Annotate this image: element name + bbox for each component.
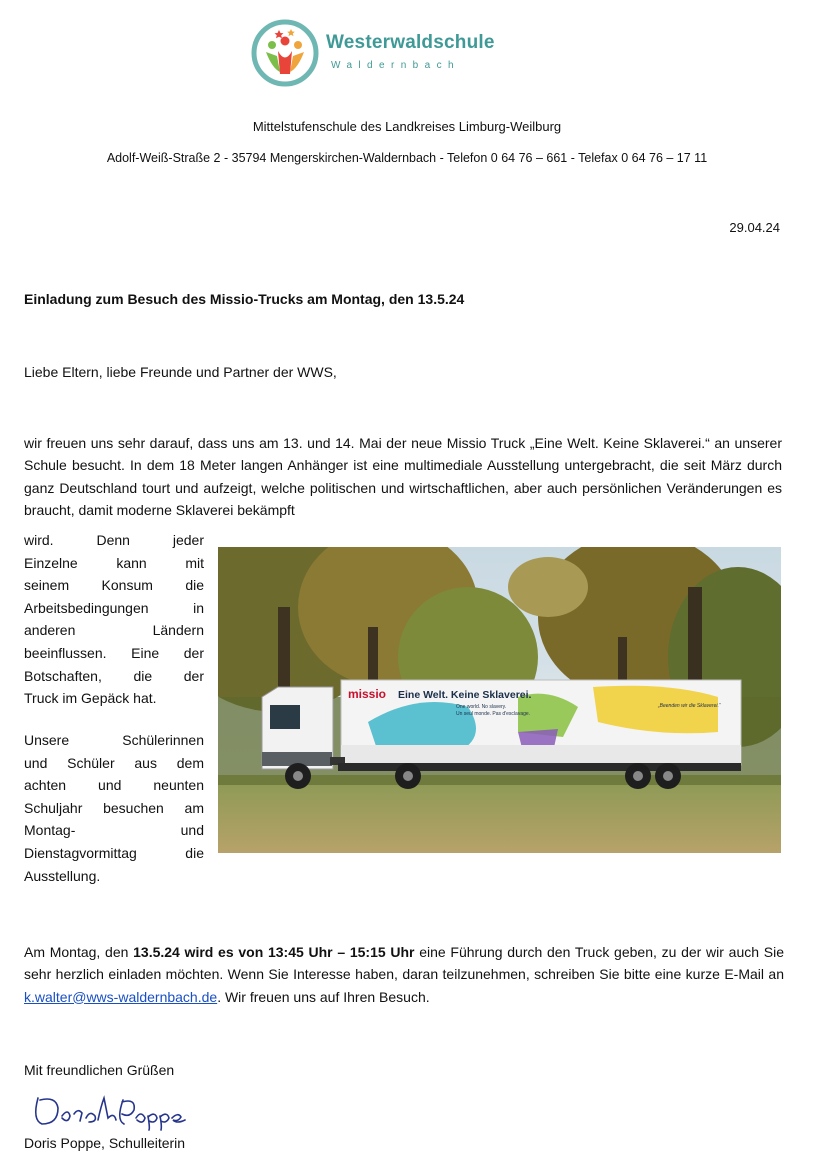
invitation-text-part1: Am Montag, den bbox=[24, 944, 134, 960]
text-line: Botschaften, die der bbox=[24, 667, 204, 684]
text-line: beeinflussen. Eine der bbox=[24, 644, 204, 661]
school-address: Adolf-Weiß-Straße 2 - 35794 Mengerskirchen-Waldernbach - Telefon 0 64 76 – 661 - Telefax 0 64 76 – 17 11 bbox=[106, 151, 708, 165]
text-line: anderen Ländern bbox=[24, 622, 204, 639]
text-line: Truck im Gepäck hat. bbox=[24, 690, 157, 707]
truck-slogan: Eine Welt. Keine Sklaverei. bbox=[398, 689, 532, 701]
truck-brand: missio bbox=[348, 687, 387, 701]
paragraph-consumption bbox=[24, 529, 204, 710]
letter-subject: Einladung zum Besuch des Missio-Trucks am Montag, den 13.5.24 bbox=[24, 291, 465, 307]
text-line: Unsere Schülerinnen bbox=[24, 732, 204, 748]
invitation-date-time: 13.5.24 wird es von 13:45 Uhr – 15:15 Uhr bbox=[133, 944, 415, 960]
text-line: und Schüler aus dem bbox=[24, 754, 204, 771]
text-line: Montag- und bbox=[24, 822, 204, 839]
closing-greeting: Mit freundlichen Grüßen bbox=[24, 1062, 175, 1078]
truck-quote: „Beenden wir die Sklaverei.“ bbox=[658, 703, 721, 709]
letter-date: 29.04.24 bbox=[729, 220, 780, 235]
paragraph-students bbox=[24, 729, 204, 887]
truck-photo bbox=[218, 547, 781, 853]
text-line: achten und neunten bbox=[24, 777, 204, 794]
text-line: seinem Konsum die bbox=[24, 577, 204, 594]
invitation-text-part3: . Wir freuen uns auf Ihren Besuch. bbox=[217, 988, 430, 1005]
text-line: Einzelne kann mit bbox=[24, 554, 204, 571]
school-name: Westerwaldschule bbox=[326, 32, 495, 53]
text-line: Schuljahr besuchen am bbox=[24, 799, 204, 816]
salutation: Liebe Eltern, liebe Freunde und Partner der WWS, bbox=[24, 364, 337, 380]
text-line: Arbeitsbedingungen in bbox=[24, 599, 204, 616]
text-line: Dienstagvormittag die bbox=[24, 844, 204, 861]
paragraph-invitation-text bbox=[24, 941, 784, 1008]
text-line: wird. Denn jeder bbox=[24, 532, 204, 548]
school-logo-icon bbox=[250, 18, 320, 88]
signer-name: Doris Poppe, Schulleiterin bbox=[24, 1135, 186, 1151]
school-type: Mittelstufenschule des Landkreises Limburg-Weilburg bbox=[252, 119, 562, 134]
paragraph-intro bbox=[24, 432, 782, 521]
paragraph-intro-text: wir freuen uns sehr darauf, dass uns am 13. und 14. Mai der neue Missio Truck „Eine Welt. Keine Sklaverei.“ an unserer Schule besucht. In dem 18 Meter langen Anhänger ist eine multimediale Ausstellung untergebracht, die seit März durch ganz Deutschland tourt und aufzeigt, welche politischen und wirtschaftlichen, aber auch persönlichen Veränderungen es braucht, damit moderne Sklaverei bekämpft bbox=[24, 435, 782, 518]
signature-image bbox=[28, 1090, 198, 1132]
truck-slogan-fr: Un seul monde. Pas d'esclavage. bbox=[456, 711, 531, 717]
paragraph-invitation bbox=[24, 941, 784, 1008]
truck-slogan-en: One world. No slavery. bbox=[456, 704, 507, 710]
invitation-text-part2: eine Führung durch den Truck geben, zu der wir auch Sie sehr herzlich einladen möchten. Wenn Sie Interesse haben, daran teilzunehmen, schreiben Sie bitte eine kurze E-Mail an bbox=[24, 944, 784, 983]
school-location: Waldernbach bbox=[331, 60, 460, 71]
text-line: Ausstellung. bbox=[24, 867, 101, 884]
contact-email-link[interactable]: k.walter@wws-waldernbach.de bbox=[24, 988, 218, 1005]
